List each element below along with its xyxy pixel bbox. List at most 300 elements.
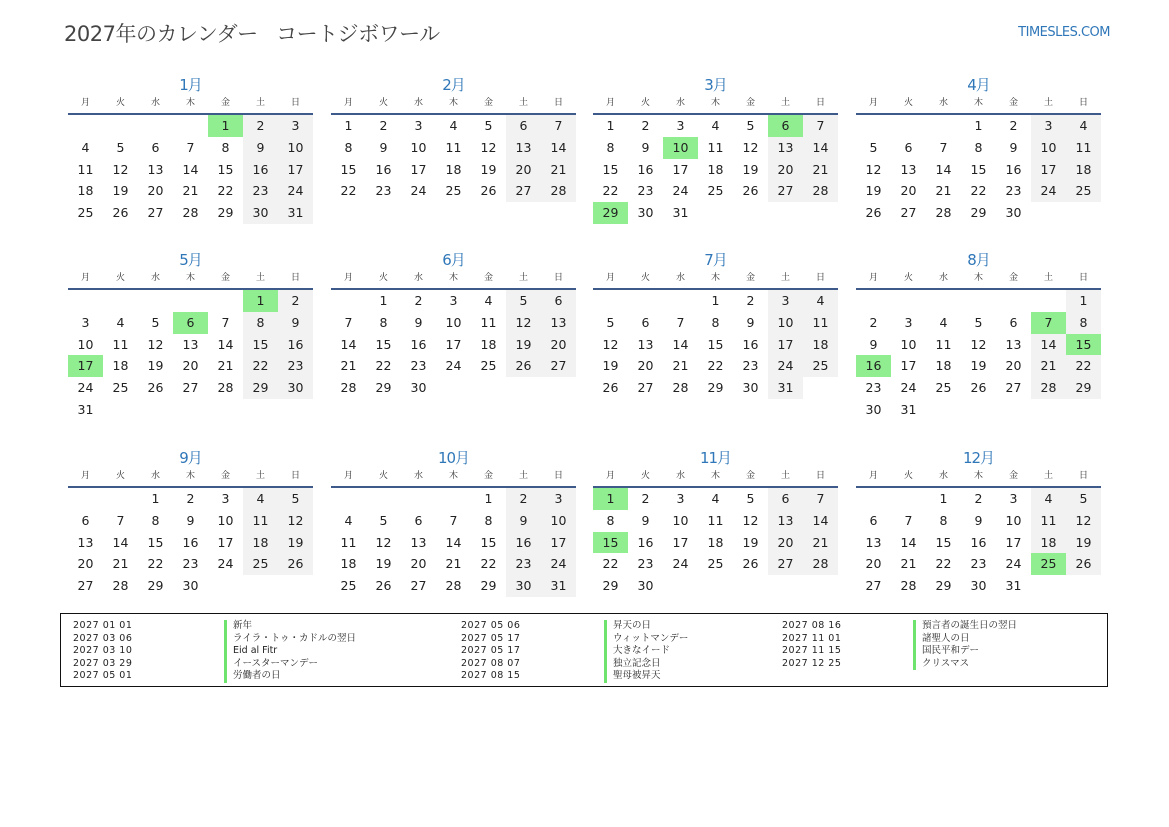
day-cell: 7 [803,488,838,510]
weekday-header: 土 [506,96,541,115]
day-cell: 10 [1031,137,1066,159]
day-cell: 17 [672,161,689,177]
day-cell: 24 [672,556,689,572]
day-cell: 25 [480,358,497,374]
weekday-header: 金 [733,271,768,290]
day-cell: 30 [243,202,278,224]
day-cell: 2 [379,118,388,133]
empty-cell [436,488,471,510]
weekday-header: 水 [401,271,436,290]
day-cell: 24 [410,183,427,199]
day-cell: 23 [865,380,882,396]
day-cell: 29 [480,578,497,594]
empty-cell [103,115,138,137]
day-cell: 15 [480,534,497,550]
day-cell: 31 [541,575,576,597]
empty-cell [926,115,961,137]
day-cell: 1 [711,293,720,308]
weekday-header: 日 [803,469,838,488]
day-cell: 17 [278,159,313,181]
month-name: 8月 [967,251,990,269]
day-cell: 2 [869,314,878,330]
holiday-date: 2027 05 17 [461,632,521,644]
day-cell: 19 [278,532,313,554]
weekday-header: 日 [541,271,576,290]
day-cell: 28 [445,578,462,594]
day-cell: 27 [410,578,427,594]
day-cell: 23 [742,358,759,374]
day-cell: 13 [541,312,576,334]
day-cell: 6 [151,139,160,155]
month-block [593,447,838,597]
day-cell: 17 [1005,534,1022,550]
day-cell: 13 [768,137,803,159]
day-cell: 5 [116,139,125,155]
day-cell: 2 [746,293,755,308]
day-cell: 30 [1005,205,1022,221]
day-cell: 16 [410,336,427,352]
day-cell: 30 [742,380,759,396]
weekday-header: 日 [803,271,838,290]
day-cell: 23 [637,183,654,199]
day-cell: 15 [970,161,987,177]
empty-cell [891,115,926,137]
day-cell: 14 [217,336,234,352]
holiday-day-cell: 17 [68,355,103,377]
holiday-name: 大きなイード [604,645,688,658]
holiday-date: 2027 05 17 [461,645,521,657]
weekday-header: 土 [1031,96,1066,115]
day-cell: 15 [375,336,392,352]
day-cell: 28 [900,578,917,594]
day-cell: 15 [217,161,234,177]
weekday-header: 水 [926,96,961,115]
weekday-header: 土 [768,469,803,488]
day-cell: 16 [243,159,278,181]
day-cell: 18 [1066,159,1101,181]
day-cell: 5 [606,314,615,330]
day-cell: 15 [243,334,278,356]
day-cell: 3 [1031,115,1066,137]
weekday-header: 金 [471,271,506,290]
day-cell: 13 [182,336,199,352]
empty-cell [173,290,208,312]
day-cell: 3 [768,290,803,312]
day-cell: 28 [672,380,689,396]
weekday-header: 木 [961,469,996,488]
weekday-header: 木 [698,271,733,290]
day-cell: 23 [410,358,427,374]
day-cell: 29 [1066,377,1101,399]
day-cell: 27 [900,205,917,221]
day-cell: 3 [676,118,685,133]
day-cell: 20 [410,556,427,572]
day-cell: 26 [865,205,882,221]
day-cell: 8 [939,512,948,528]
day-cell: 3 [414,118,423,133]
holiday-day-cell: 15 [593,532,628,554]
day-cell: 5 [869,139,878,155]
day-cell: 26 [970,380,987,396]
holiday-name: 預言者の誕生日の翌日 [913,620,1017,633]
day-cell: 3 [449,293,458,308]
day-cell: 11 [803,312,838,334]
weekday-header: 月 [856,96,891,115]
day-cell: 17 [410,161,427,177]
weekday-header: 水 [926,271,961,290]
day-cell: 3 [81,314,90,330]
weekday-header: 日 [1066,469,1101,488]
day-cell: 22 [147,556,164,572]
day-cell: 1 [1066,290,1101,312]
day-cell: 13 [865,534,882,550]
holiday-date: 2027 05 01 [73,670,133,682]
day-cell: 9 [746,314,755,330]
day-cell: 22 [935,556,952,572]
day-cell: 4 [344,512,353,528]
day-cell: 23 [970,556,987,572]
day-cell: 14 [112,534,129,550]
day-cell: 16 [1005,161,1022,177]
day-cell: 31 [900,401,917,417]
weekday-header: 土 [506,271,541,290]
day-cell: 24 [900,380,917,396]
day-cell: 19 [506,334,541,356]
day-cell: 24 [768,355,803,377]
day-cell: 12 [742,512,759,528]
day-cell: 30 [182,578,199,594]
empty-cell [593,290,628,312]
day-cell: 26 [147,380,164,396]
day-cell: 25 [243,553,278,575]
empty-cell [663,290,698,312]
day-cell: 29 [243,377,278,399]
empty-cell [331,488,366,510]
day-cell: 25 [707,556,724,572]
day-cell: 6 [869,512,878,528]
empty-cell [996,290,1031,312]
weekday-header: 土 [506,469,541,488]
day-cell: 4 [711,491,720,506]
day-cell: 20 [768,159,803,181]
day-cell: 21 [445,556,462,572]
day-cell: 12 [112,161,129,177]
empty-cell [856,290,891,312]
day-cell: 27 [768,553,803,575]
holiday-date: 2027 03 10 [73,645,133,657]
weekday-header: 火 [628,96,663,115]
weekday-header: 土 [768,271,803,290]
day-cell: 29 [970,205,987,221]
day-cell: 2 [414,293,423,308]
day-cell: 14 [445,534,462,550]
day-cell: 26 [742,556,759,572]
day-cell: 18 [935,358,952,374]
day-cell: 14 [672,336,689,352]
day-cell: 11 [480,314,497,330]
weekday-header: 木 [173,96,208,115]
day-cell: 7 [676,314,685,330]
day-cell: 7 [186,139,195,155]
weekday-header: 火 [103,469,138,488]
day-cell: 29 [147,578,164,594]
empty-cell [208,290,243,312]
day-cell: 24 [672,183,689,199]
day-cell: 19 [970,358,987,374]
month-name: 11月 [699,449,732,467]
day-cell: 31 [1005,578,1022,594]
weekday-header: 金 [996,271,1031,290]
day-cell: 27 [506,180,541,202]
month-name: 2月 [442,76,465,94]
day-cell: 20 [77,556,94,572]
day-cell: 19 [375,556,392,572]
month-block [68,74,313,224]
day-cell: 4 [243,488,278,510]
holiday-name: クリスマス [913,658,1017,671]
day-cell: 2 [974,491,983,506]
weekday-header: 金 [208,469,243,488]
day-cell: 18 [243,532,278,554]
day-cell: 4 [711,118,720,133]
holiday-date: 2027 11 01 [782,632,842,644]
day-cell: 19 [602,358,619,374]
month-block [856,74,1101,224]
empty-cell [138,290,173,312]
day-cell: 10 [278,137,313,159]
holiday-day-cell: 29 [593,202,628,224]
day-cell: 21 [803,532,838,554]
weekday-header: 木 [173,271,208,290]
day-cell: 14 [541,137,576,159]
day-cell: 13 [637,336,654,352]
holiday-date: 2027 11 15 [782,645,842,657]
day-cell: 17 [672,534,689,550]
holiday-day-cell: 1 [243,290,278,312]
day-cell: 14 [900,534,917,550]
empty-cell [856,488,891,510]
day-cell: 29 [707,380,724,396]
day-cell: 16 [182,534,199,550]
weekday-header: 土 [1031,271,1066,290]
weekday-header: 月 [68,96,103,115]
empty-cell [173,115,208,137]
month-name: 6月 [442,251,465,269]
day-cell: 4 [449,118,458,133]
day-cell: 7 [221,314,230,330]
day-cell: 21 [672,358,689,374]
weekday-header: 日 [278,469,313,488]
month-block [68,249,313,421]
holiday-name: 昇天の日 [604,620,688,633]
day-cell: 14 [803,137,838,159]
day-cell: 26 [742,183,759,199]
day-cell: 23 [637,556,654,572]
page-title: 2027年のカレンダー コートジボワール [64,22,440,46]
day-cell: 23 [375,183,392,199]
empty-cell [331,290,366,312]
day-cell: 4 [81,139,90,155]
weekday-header: 日 [1066,96,1101,115]
day-cell: 30 [278,377,313,399]
weekday-header: 金 [733,469,768,488]
day-cell: 8 [974,139,983,155]
day-cell: 24 [1005,556,1022,572]
day-cell: 12 [480,139,497,155]
day-cell: 8 [243,312,278,334]
month-block [331,249,576,399]
day-cell: 21 [182,183,199,199]
day-cell: 15 [340,161,357,177]
day-cell: 28 [803,553,838,575]
day-cell: 13 [147,161,164,177]
holiday-name: 新年 [224,620,356,633]
month-block [593,74,838,224]
day-cell: 26 [375,578,392,594]
day-cell: 4 [1031,488,1066,510]
day-cell: 12 [602,336,619,352]
holiday-name: ウィットマンデー [604,633,688,646]
holiday-day-cell: 10 [663,137,698,159]
day-cell: 29 [375,380,392,396]
holiday-day-cell: 6 [768,115,803,137]
holiday-date: 2027 05 06 [461,620,521,631]
holiday-date: 2027 08 16 [782,620,842,631]
weekday-header: 日 [278,271,313,290]
day-cell: 30 [637,205,654,221]
weekday-header: 土 [1031,469,1066,488]
holiday-day-cell: 15 [1066,334,1101,356]
day-cell: 23 [182,556,199,572]
weekday-header: 月 [331,271,366,290]
weekday-header: 木 [698,96,733,115]
day-cell: 12 [1066,510,1101,532]
day-cell: 3 [221,491,230,506]
day-cell: 24 [217,556,234,572]
day-cell: 8 [606,512,615,528]
day-cell: 13 [506,137,541,159]
day-cell: 19 [147,358,164,374]
day-cell: 5 [379,512,388,528]
day-cell: 31 [77,401,94,417]
weekday-header: 水 [663,271,698,290]
weekday-header: 日 [1066,271,1101,290]
weekday-header: 日 [278,96,313,115]
month-block [331,447,576,597]
day-cell: 26 [1066,553,1101,575]
empty-cell [961,290,996,312]
weekday-header: 木 [173,469,208,488]
day-cell: 27 [77,578,94,594]
empty-cell [366,488,401,510]
day-cell: 21 [900,556,917,572]
day-cell: 9 [278,312,313,334]
day-cell: 11 [112,336,129,352]
day-cell: 6 [904,139,913,155]
day-cell: 4 [116,314,125,330]
weekday-header: 月 [68,271,103,290]
day-cell: 2 [278,290,313,312]
day-cell: 21 [803,159,838,181]
weekday-header: 火 [366,96,401,115]
day-cell: 4 [1066,115,1101,137]
day-cell: 3 [1009,491,1018,506]
empty-cell [68,290,103,312]
day-cell: 9 [186,512,195,528]
day-cell: 6 [768,488,803,510]
weekday-header: 木 [698,469,733,488]
weekday-header: 金 [208,271,243,290]
weekday-header: 土 [243,469,278,488]
day-cell: 19 [742,534,759,550]
day-cell: 8 [221,139,230,155]
empty-cell [68,488,103,510]
day-cell: 1 [379,293,388,308]
day-cell: 26 [278,553,313,575]
month-block [593,249,838,399]
weekday-header: 火 [891,96,926,115]
day-cell: 14 [935,161,952,177]
day-cell: 1 [344,118,353,133]
day-cell: 11 [707,139,724,155]
day-cell: 30 [865,401,882,417]
weekday-header: 火 [103,271,138,290]
day-cell: 9 [974,512,983,528]
day-cell: 8 [484,512,493,528]
holiday-name: イースターマンデー [224,658,356,671]
holiday-name: 労働者の日 [224,670,356,683]
day-cell: 25 [77,205,94,221]
weekday-header: 水 [401,469,436,488]
weekday-header: 日 [803,96,838,115]
day-cell: 21 [935,183,952,199]
day-cell: 12 [375,534,392,550]
weekday-header: 木 [436,96,471,115]
day-cell: 27 [541,355,576,377]
day-cell: 23 [243,180,278,202]
weekday-header: 木 [436,271,471,290]
day-cell: 13 [768,510,803,532]
weekday-header: 水 [663,96,698,115]
day-cell: 3 [676,491,685,506]
weekday-header: 水 [138,271,173,290]
day-cell: 7 [344,314,353,330]
day-cell: 1 [151,491,160,506]
day-cell: 24 [541,553,576,575]
day-cell: 9 [414,314,423,330]
weekday-header: 土 [243,271,278,290]
day-cell: 15 [935,534,952,550]
holiday-name: 国民平和デー [913,645,1017,658]
weekday-header: 火 [628,271,663,290]
month-block [331,74,576,202]
day-cell: 2 [641,491,650,506]
site-link[interactable]: TIMESLES.COM [1018,25,1110,40]
day-cell: 21 [541,159,576,181]
holiday-name: ライラ・トゥ・カドルの翌日 [224,633,356,646]
empty-cell [1031,290,1066,312]
day-cell: 28 [803,180,838,202]
day-cell: 9 [379,139,388,155]
month-block [856,249,1101,421]
day-cell: 22 [1066,355,1101,377]
day-cell: 11 [445,139,462,155]
day-cell: 27 [865,578,882,594]
day-cell: 7 [449,512,458,528]
holiday-date: 2027 08 07 [461,657,521,669]
day-cell: 4 [484,293,493,308]
day-cell: 20 [147,183,164,199]
